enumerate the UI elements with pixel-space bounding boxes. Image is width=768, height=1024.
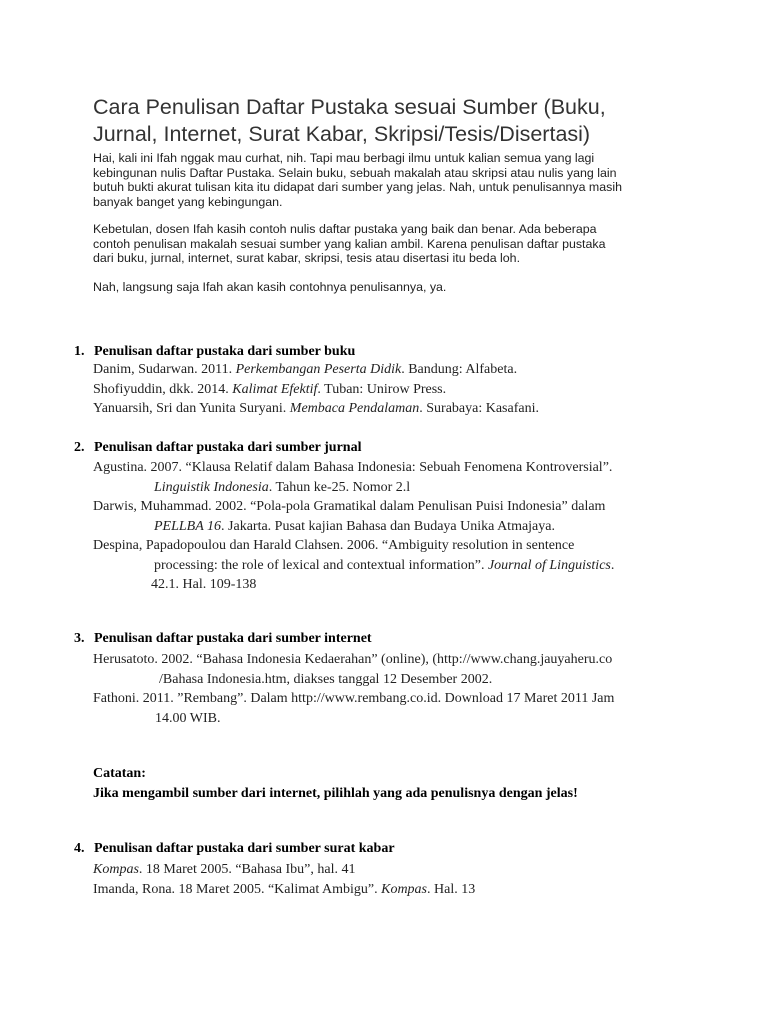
intro-paragraph-2 bbox=[93, 222, 688, 266]
title-line-2: Jurnal, Internet, Surat Kabar, Skripsi/Tesis/Disertasi) bbox=[93, 122, 591, 146]
reference-entry: Despina, Papadopoulou dan Harald Clahsen. 2006. “Ambiguity resolution in sentence bbox=[93, 538, 575, 553]
page-title bbox=[93, 94, 753, 148]
title-line-1: Cara Penulisan Daftar Pustaka sesuai Sumber (Buku, bbox=[93, 95, 606, 119]
note-label: Catatan: bbox=[93, 766, 146, 781]
reference-list-buku bbox=[93, 360, 539, 419]
intro-line: Kebetulan, dosen Ifah kasih contoh nulis daftar pustaka yang baik dan benar. Ada beberapa bbox=[93, 222, 597, 236]
section-title: Penulisan daftar pustaka dari sumber jurnal bbox=[94, 440, 362, 455]
reference-entry: Darwis, Muhammad. 2002. “Pola-pola Gramatikal dalam Penulisan Puisi Indonesia” dalam bbox=[93, 499, 606, 514]
reference-entry-cont: 14.00 WIB. bbox=[155, 710, 221, 726]
reference-entry: Agustina. 2007. “Klausa Relatif dalam Bahasa Indonesia: Sebuah Fenomena Kontroversial”. bbox=[93, 460, 613, 475]
section-title: Penulisan daftar pustaka dari sumber buku bbox=[94, 344, 356, 359]
reference-entry: Imanda, Rona. 18 Maret 2005. “Kalimat Ambigu”. Kompas. Hal. 13 bbox=[93, 881, 476, 897]
section-number: 2. bbox=[74, 440, 85, 455]
intro-line: Nah, langsung saja Ifah akan kasih contohnya penulisannya, ya. bbox=[93, 280, 447, 294]
section-title: Penulisan daftar pustaka dari sumber surat kabar bbox=[94, 841, 395, 856]
reference-entry: Yanuarsih, Sri dan Yunita Suryani. Membaca Pendalaman. Surabaya: Kasafani. bbox=[93, 401, 539, 416]
reference-entry-cont: processing: the role of lexical and contextual information”. Journal of Linguistics. bbox=[154, 557, 615, 573]
section-heading-surat-kabar bbox=[74, 841, 474, 859]
reference-entry-cont: 42.1. Hal. 109-138 bbox=[151, 577, 257, 592]
note bbox=[93, 764, 578, 804]
section-number: 3. bbox=[74, 631, 85, 646]
reference-entry: Kompas. 18 Maret 2005. “Bahasa Ibu”, hal. 41 bbox=[93, 862, 356, 877]
reference-entry: Danim, Sudarwan. 2011. Perkembangan Peserta Didik. Bandung: Alfabeta. bbox=[93, 362, 518, 377]
intro-line: butuh bukti akurat tulisan kita itu didapat dari sumber yang jelas. Nah, untuk penulisannya masih bbox=[93, 180, 622, 195]
reference-entry-cont: PELLBA 16. Jakarta. Pusat kajian Bahasa dan Budaya Unika Atmajaya. bbox=[154, 518, 555, 534]
section-title: Penulisan daftar pustaka dari sumber internet bbox=[94, 631, 372, 646]
section-heading-jurnal bbox=[74, 440, 474, 458]
reference-entry-cont: Linguistik Indonesia. Tahun ke-25. Nomor 2.l bbox=[154, 479, 411, 495]
reference-entry: Shofiyuddin, dkk. 2014. Kalimat Efektif. Tuban: Unirow Press. bbox=[93, 381, 447, 397]
section-heading-internet bbox=[74, 631, 474, 649]
reference-entry: Herusatoto. 2002. “Bahasa Indonesia Kedaerahan” (online), (http://www.chang.jauyaheru.co bbox=[93, 652, 613, 667]
reference-list-internet bbox=[93, 650, 614, 728]
intro-paragraph-1 bbox=[93, 151, 688, 209]
note-text: Jika mengambil sumber dari internet, pilihlah yang ada penulisnya dengan jelas! bbox=[93, 786, 578, 801]
intro-paragraph-3 bbox=[93, 280, 688, 295]
section-number: 1. bbox=[74, 344, 85, 359]
intro-line: contoh penulisan makalah sesuai sumber yang kalian ambil. Karena penulisan daftar pustaka bbox=[93, 236, 606, 251]
intro-line: dari buku, jurnal, internet, surat kabar, skripsi, tesis atau disertasi itu beda loh. bbox=[93, 251, 521, 266]
intro-line: Hai, kali ini Ifah nggak mau curhat, nih. Tapi mau berbagi ilmu untuk kalian semua yang lagi bbox=[93, 151, 595, 165]
reference-entry-cont: /Bahasa Indonesia.htm, diakses tanggal 12 Desember 2002. bbox=[159, 671, 493, 687]
section-number: 4. bbox=[74, 841, 85, 856]
intro-line: kebingunan nulis Daftar Pustaka. Selain buku, sebuah makalah atau skripsi atau nulis yang lain bbox=[93, 165, 617, 180]
reference-entry: Fathoni. 2011. ”Rembang”. Dalam http://www.rembang.co.id. Download 17 Maret 2011 Jam bbox=[93, 691, 615, 706]
reference-list-jurnal bbox=[93, 458, 614, 595]
intro-line: banyak banget yang kebingungan. bbox=[93, 194, 283, 209]
reference-list-surat-kabar bbox=[93, 860, 475, 899]
